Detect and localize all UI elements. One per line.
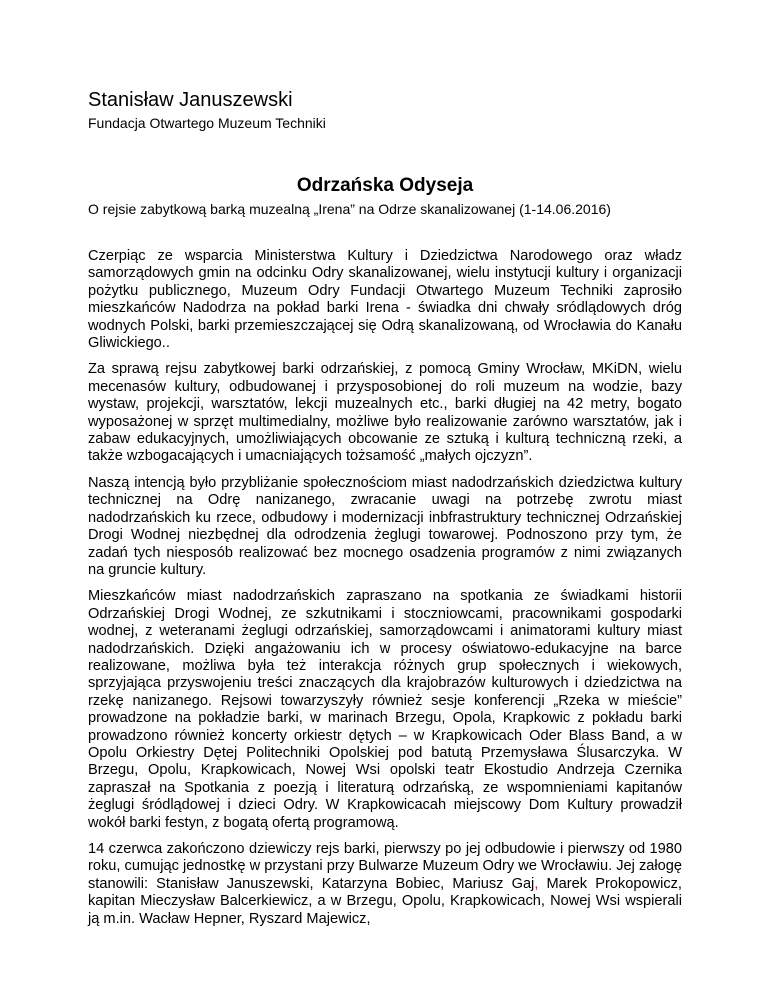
paragraph-text-end: Marek Prokopowicz, kapitan Mieczysław Balcerkiewicz, a w Brzegu, Opolu, Krapkowicach, Nowej Wsi wspierali ją m.in. Wacław Hepner, Ryszard Majewicz, — [88, 875, 682, 927]
article-subtitle: O rejsie zabytkową barką muzealną „Irena” na Odrze skanalizowanej (1-14.06.2016) — [88, 201, 611, 217]
highlighted-comma: , — [534, 875, 539, 892]
document-page — [88, 88, 682, 937]
paragraph: Naszą intencją było przybliżanie społecznościom miast nadodrzańskich dziedzictwa kultury technicznej na Odrę nanizanego, zwracanie uwagi na potrzebę zwrotu miast nadodrzańskich ku rzece, odbudowy i modernizacji inbfrastruktury technicznej Odrzańskiej Drogi Wodnej niezbędnej dla odrodzenia żeglugi towarowej. Podnoszono przy tym, że zadań tych niesposób realizować bez mocnego osadzenia programów z nimi związanych na gruncie kultury. — [88, 474, 682, 578]
paragraph: Czerpiąc ze wsparcia Ministerstwa Kultury i Dziedzictwa Narodowego oraz władz samorządowych gmin na odcinku Odry skanalizowanej, wielu instytucji kultury i organizacji pożytku publicznego, Muzeum Odry Fundacji Otwartego Muzeum Techniki zaprosiło mieszkańców Nadodrza na pokład barki Irena - świadka dni chwały sródlądowych dróg wodnych Polski, barki przemieszczającej się Odrą skanalizowaną, od Wrocławia do Kanału Gliwickiego.. — [88, 248, 682, 352]
paragraph: Za sprawą rejsu zabytkowej barki odrzańskiej, z pomocą Gminy Wrocław, MKiDN, wielu mecenasów kultury, odbudowanej i przysposobionej do roli muzeum na wodzie, bazy wystaw, projekcji, warsztatów, lekcji muzealnych etc., barki długiej na 42 metry, bogato wyposażonej w sprzęt multimedialny, możliwe było realizowanie zarówno warsztatów, jak i zabaw edukacyjnych, umożliwiających obcowanie ze sztuką i kulturą techniczną rzeki, a także wzbogacających i umacniających tożsamość „małych ojczyzn”. — [88, 361, 682, 465]
organization-name: Fundacja Otwartego Muzeum Techniki — [88, 115, 326, 131]
paragraph-text-start: 14 czerwca zakończono dziewiczy rejs barki, pierwszy po jej odbudowie i pierwszy od 1980 roku, cumując jednostkę w przystani przy Bulwarze Muzeum Odry we Wrocławiu. Jej załogę stanowili: Stanisław Januszewski, Katarzyna Bobiec, Mariusz Gaj — [88, 841, 682, 892]
paragraph-last — [88, 841, 682, 928]
author-name: Stanisław Januszewski — [88, 89, 293, 111]
article-title: Odrzańska Odyseja — [296, 175, 474, 196]
article-body — [88, 248, 682, 928]
paragraph: Mieszkańców miast nadodrzańskich zapraszano na spotkania ze świadkami historii Odrzańskiej Drogi Wodnej, ze szkutnikami i stoczniowcami, pracownikami gospodarki wodnej, z weteranami żeglugi odrzańskiej, samorządowcami i animatorami kultury miast nadodrzańskich. Dzięki angażowaniu ich w procesy oświatowo-edukacyjne na barce realizowane, możliwa była też interakcja różnych grup społecznych i wiekowych, sprzyjająca przyswojeniu treści znaczących dla krajobrazów kulturowych i dziedzictwa na rzekę nanizanego. Rejsowi towarzyszyły również sesje konferencji „Rzeka w mieście” prowadzone na pokładzie barki, w marinach Brzegu, Opola, Krapkowic z pokładu barki prowadzono również koncerty orkiestr dętych – w Krapkowicach Oder Blass Band, a w Opolu Orkiestry Dętej Politechniki Opolskiej pod batutą Przemysława Ślusarczyka. W Brzegu, Opolu, Krapkowicach, Nowej Wsi opolski teatr Ekostudio Andrzeja Czernika zapraszał na Spotkania z poezją i literaturą odrzańską, ze wspomnieniami kapitanów żeglugi śródlądowej i dzieci Odry. W Krapkowicacah miejscowy Dom Kultury prowadził wokół barki festyn, z bogatą ofertą programową. — [88, 588, 682, 831]
